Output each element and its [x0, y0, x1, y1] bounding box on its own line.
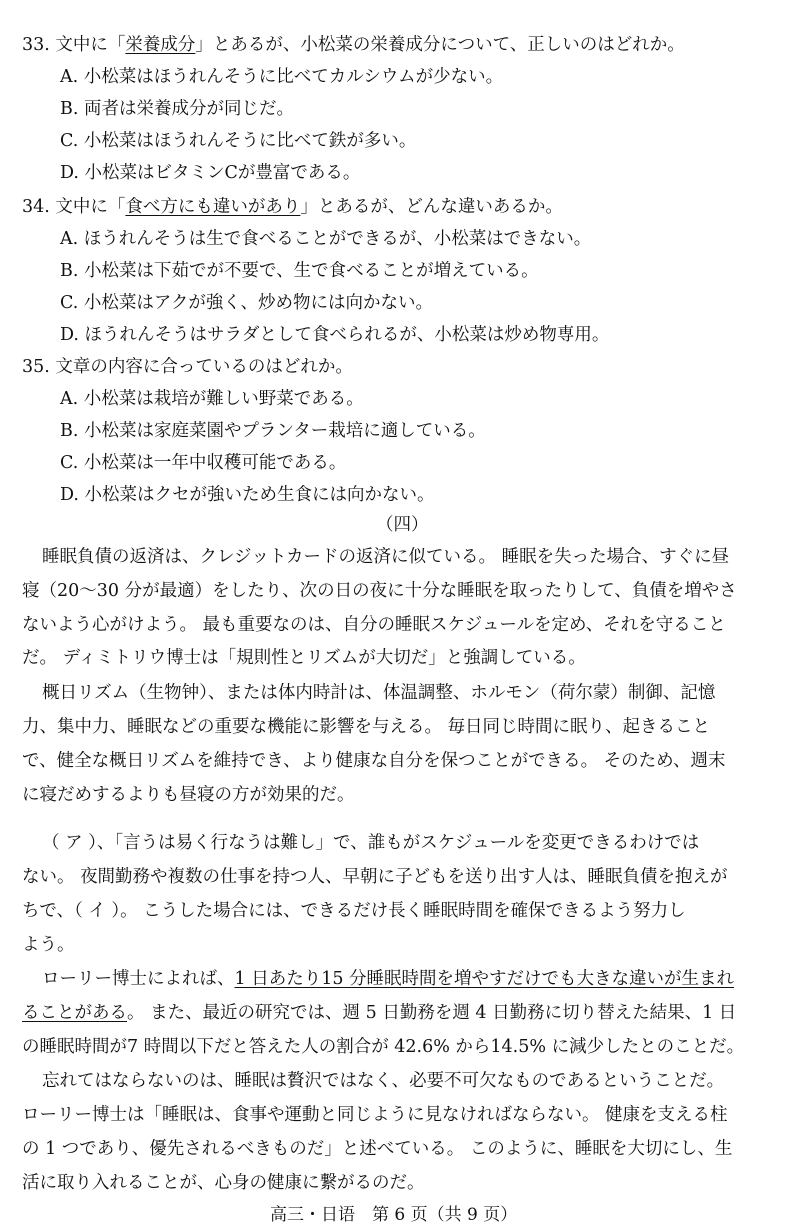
- stem-text: 文中に「: [55, 197, 126, 217]
- question-33-stem: [22, 34, 685, 56]
- stem-text: 文章の内容に合っているのはどれか。: [55, 357, 353, 377]
- option-33-c: C. 小松菜はほうれんそうに比べて鉄が多い。: [60, 131, 417, 151]
- passage-p5-line-1: 忘れてはならないのは、睡眠は贅沢ではなく、必要不可欠なものであるということだ。: [42, 1071, 725, 1091]
- question-35-stem: [22, 356, 353, 378]
- option-33-a: A. 小松菜はほうれんそうに比べてカルシウムが少ない。: [60, 67, 504, 87]
- question-number: 35.: [22, 357, 50, 377]
- passage-p3-line-2: ない。 夜間勤務や複数の仕事を持つ人、早朝に子どもを送り出す人は、睡眠負債を抱えが: [22, 867, 728, 887]
- stem-text: 」とあるが、小松菜の栄養成分について、正しいのはどれか。: [195, 35, 685, 55]
- passage-p1-line-4: だ。 ディミトリウ博士は「規則性とリズムが大切だ」と強調している。: [22, 648, 586, 668]
- stem-text: 文中に「: [55, 35, 126, 55]
- passage-p2-line-4: に寝だめするよりも昼寝の方が効果的だ。: [22, 785, 355, 805]
- passage-p5-line-3: の 1 つであり、優先されるべきものだ」と述べている。 このように、睡眠を大切にし、生: [22, 1139, 733, 1159]
- stem-text: 」とあるが、どんな違いあるか。: [300, 197, 563, 217]
- question-number: 34.: [22, 197, 50, 217]
- option-33-b: B. 両者は栄養成分が同じだ。: [60, 99, 294, 119]
- question-number: 33.: [22, 35, 50, 55]
- passage-p4-line-2: [22, 1002, 736, 1024]
- passage-p1-line-1: 睡眠負債の返済は、クレジットカードの返済に似ている。 睡眠を失った場合、すぐに昼: [42, 547, 730, 567]
- passage-p2-line-3: で、健全な概日リズムを維持でき、より健康な自分を保つことができる。 そのため、週末: [22, 751, 726, 771]
- passage-p3-line-4: よう。: [22, 935, 75, 955]
- option-33-d: D. 小松菜はビタミンCが豊富である。: [60, 163, 361, 183]
- page-footer: 高三・日语 第 6 页（共 9 页）: [270, 1205, 518, 1225]
- option-34-b: B. 小松菜は下茹でが不要で、生で食べることが増えている。: [60, 261, 539, 281]
- passage-p5-line-2: ローリー博士は「睡眠は、食事や運動と同じように見なければならない。 健康を支える柱: [22, 1105, 728, 1125]
- passage-p4-line-1: [42, 968, 734, 990]
- passage-p2-line-1: 概日リズム（生物钟）、または体内時計は、体温調整、ホルモン（荷尔蒙）制御、記憶: [42, 683, 716, 703]
- option-34-d: D. ほうれんそうはサラダとして食べられるが、小松菜は炒め物専用。: [60, 325, 610, 345]
- option-35-c: C. 小松菜は一年中収穫可能である。: [60, 453, 347, 473]
- underlined-sentence: 1 日あたり15 分睡眠時間を増やすだけでも大きな違いが生まれ: [234, 969, 735, 989]
- passage-p5-line-4: 活に取り入れることが、心身の健康に繋がるのだ。: [22, 1173, 425, 1193]
- option-35-d: D. 小松菜はクセが強いため生食には向かない。: [60, 485, 435, 505]
- section-title: （四）: [376, 515, 429, 535]
- passage-p4-line-3: の睡眠時間が7 時間以下だと答えた人の割合が 42.6% から14.5% に減少したとのことだ。: [22, 1037, 745, 1057]
- underlined-phrase: 食べ方にも違いがあり: [125, 197, 301, 217]
- option-35-a: A. 小松菜は栽培が難しい野菜である。: [60, 389, 364, 409]
- option-34-c: C. 小松菜はアクが強く、炒め物には向かない。: [60, 293, 434, 313]
- question-34-stem: [22, 196, 563, 218]
- underlined-phrase: 栄養成分: [125, 35, 196, 55]
- passage-p3-line-1: （ ア ）、「言うは易く行なうは難し」で、誰もがスケジュールを変更できるわけでは: [42, 833, 700, 853]
- option-34-a: A. ほうれんそうは生で食べることができるが、小松菜はできない。: [60, 229, 592, 249]
- passage-p1-line-3: ないよう心がけよう。 最も重要なのは、自分の睡眠スケジュールを定め、それを守ること: [22, 615, 726, 635]
- passage-p2-line-2: 力、集中力、睡眠などの重要な機能に影響を与える。 毎日同じ時間に眠り、起きること: [22, 717, 711, 737]
- option-35-b: B. 小松菜は家庭菜園やプランター栽培に適している。: [60, 421, 486, 441]
- passage-text: ローリー博士によれば、: [42, 969, 235, 989]
- underlined-sentence: ることがある: [22, 1003, 127, 1023]
- passage-text: 。 また、最近の研究では、週 5 日勤務を週 4 日勤務に切り替えた結果、1 日: [127, 1003, 737, 1023]
- passage-p3-line-3: ちで、（ イ ）。 こうした場合には、できるだけ長く睡眠時間を確保できるよう努力し: [22, 901, 686, 921]
- passage-p1-line-2: 寝（20～30 分が最適）をしたり、次の日の夜に十分な睡眠を取ったりして、負債を増やさ: [22, 581, 737, 601]
